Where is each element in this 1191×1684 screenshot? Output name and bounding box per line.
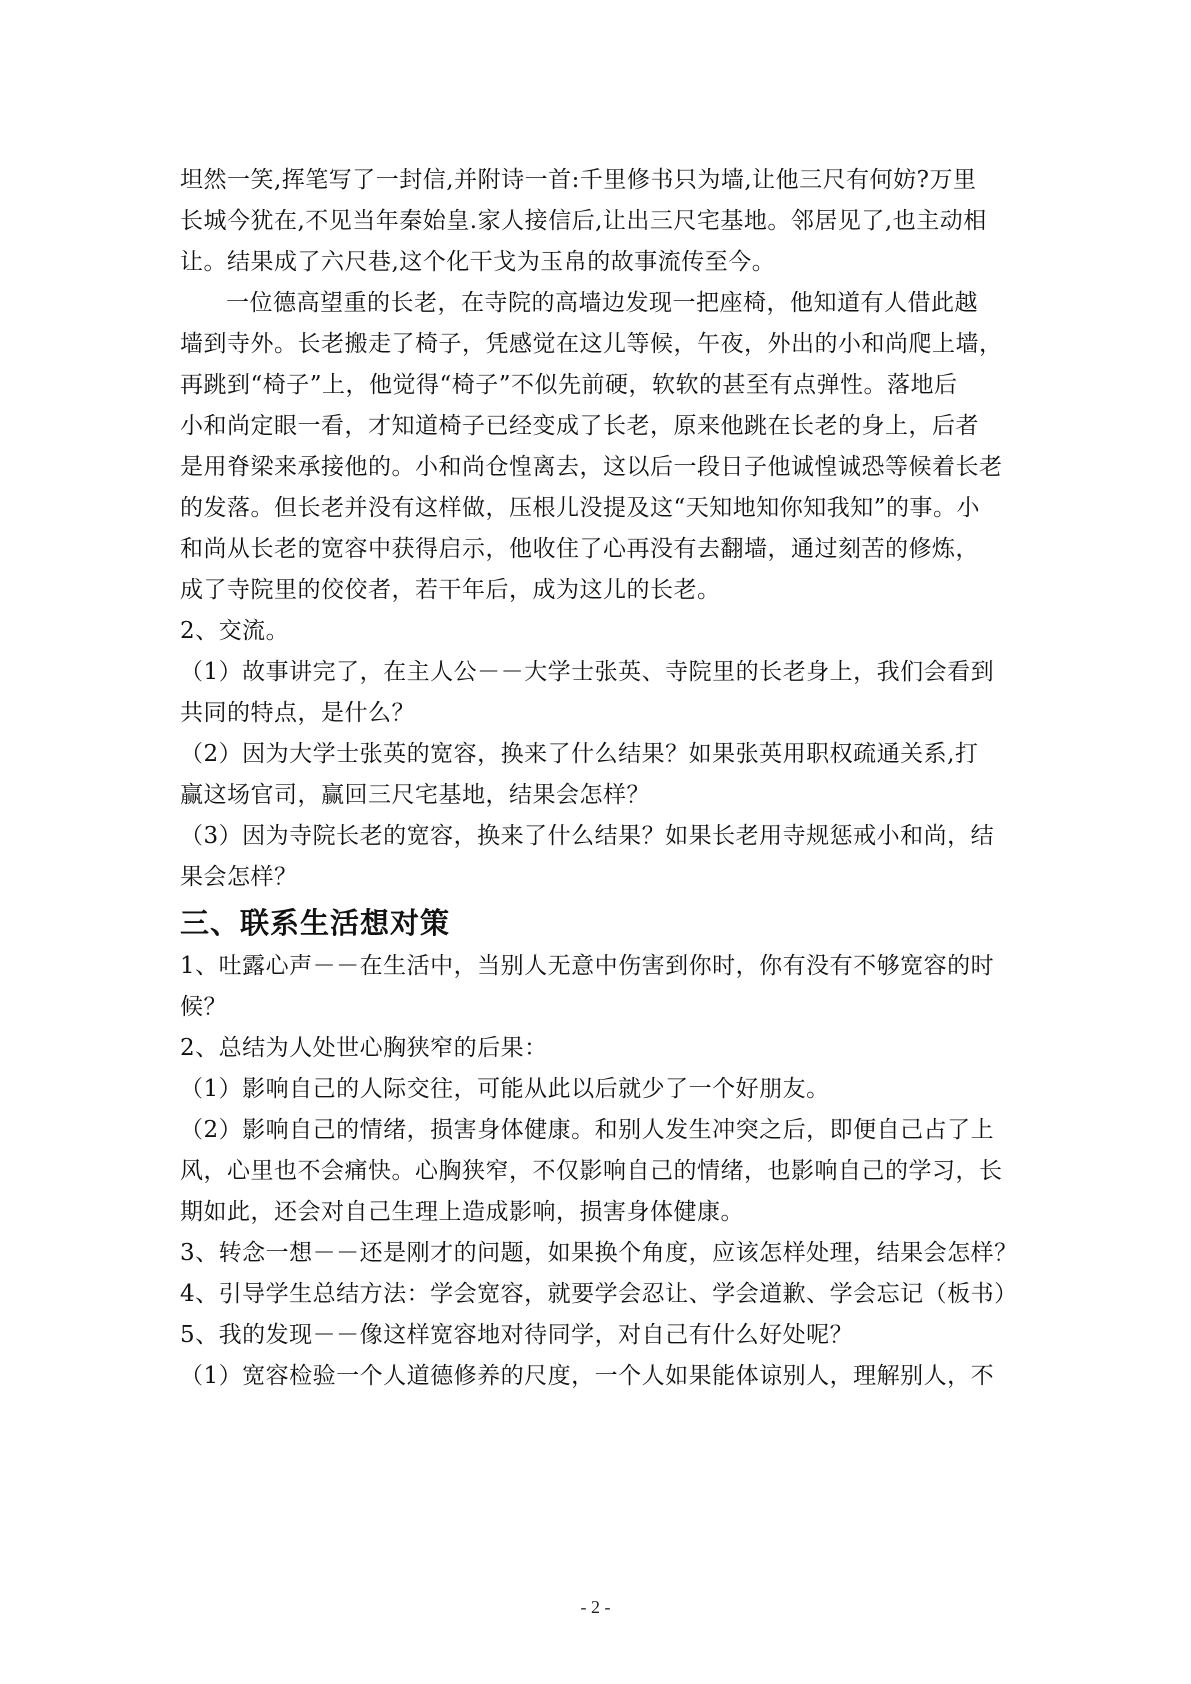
- paragraph-line: 是用脊梁来承接他的。小和尚仓惶离去，这以后一段日子他诚惶诚恐等候着长老: [180, 454, 1003, 480]
- list-item: 4、引导学生总结方法：学会宽容，就要学会忍让、学会道歉、学会忘记（板书）: [180, 1281, 1018, 1307]
- paragraph-line: 让。结果成了六尺巷,这个化干戈为玉帛的故事流传至今。: [180, 249, 776, 275]
- list-item: （2）因为大学士张英的宽容，换来了什么结果？如果张英用职权疏通关系,打: [180, 741, 979, 767]
- list-item: 期如此，还会对自己生理上造成影响，损害身体健康。: [180, 1199, 744, 1225]
- list-item: （1）故事讲完了，在主人公－－大学士张英、寺院里的长老身上，我们会看到: [180, 659, 995, 685]
- list-item: （3）因为寺院长老的宽容，换来了什么结果？如果长老用寺规惩戒小和尚，结: [180, 823, 995, 849]
- paragraph-line: 一位德高望重的长老，在寺院的高墙边发现一把座椅，他知道有人借此越: [226, 290, 978, 316]
- list-item: 3、转念一想－－还是刚才的问题，如果换个角度，应该怎样处理，结果会怎样？: [180, 1240, 1018, 1266]
- section-heading: 三、联系生活想对策: [180, 906, 451, 940]
- list-item: 1、吐露心声－－在生活中，当别人无意中伤害到你时，你有没有不够宽容的时: [180, 953, 995, 979]
- paragraph-line: 和尚从长老的宽容中获得启示，他收住了心再没有去翻墙，通过刻苦的修炼，: [180, 536, 979, 562]
- paragraph-line: 墙到寺外。长老搬走了椅子，凭感觉在这儿等候，午夜，外出的小和尚爬上墙，: [180, 331, 1003, 357]
- paragraph-line: 坦然一笑,挥笔写了一封信,并附诗一首:千里修书只为墙,让他三尺有何妨?万里: [180, 167, 977, 193]
- paragraph-line: 长城今犹在,不见当年秦始皇.家人接信后,让出三尺宅基地。邻居见了,也主动相: [180, 208, 987, 234]
- list-item: 2、总结为人处世心胸狭窄的后果：: [180, 1035, 548, 1061]
- list-item: 5、我的发现－－像这样宽容地对待同学，对自己有什么好处呢？: [180, 1322, 854, 1348]
- paragraph-line: 成了寺院里的佼佼者，若干年后，成为这儿的长老。: [180, 577, 721, 603]
- list-item: 风，心里也不会痛快。心胸狭窄，不仅影响自己的情绪，也影响自己的学习，长: [180, 1158, 1003, 1184]
- list-item: 2、交流。: [180, 618, 290, 644]
- list-item: 赢这场官司，赢回三尺宅基地，结果会怎样？: [180, 782, 650, 808]
- paragraph-line: 再跳到“椅子”上，他觉得“椅子”不似先前硬，软软的甚至有点弹性。落地后: [180, 372, 958, 398]
- paragraph-line: 小和尚定眼一看，才知道椅子已经变成了长老，原来他跳在长老的身上，后者: [180, 413, 979, 439]
- list-item: 候？: [180, 994, 227, 1020]
- list-item: 共同的特点，是什么？: [180, 700, 415, 726]
- list-item: （1）影响自己的人际交往，可能从此以后就少了一个好朋友。: [180, 1076, 830, 1102]
- document-body: [180, 160, 1020, 1397]
- page-number: - 2 -: [580, 1597, 611, 1617]
- list-item: （1）宽容检验一个人道德修养的尺度，一个人如果能体谅别人，理解别人，不: [180, 1363, 995, 1389]
- paragraph-line: 的发落。但长老并没有这样做，压根儿没提及这“天知地知你知我知”的事。小: [180, 495, 981, 521]
- list-item: 果会怎样？: [180, 864, 298, 890]
- list-item: （2）影响自己的情绪，损害身体健康。和别人发生冲突之后，即便自己占了上: [180, 1117, 995, 1143]
